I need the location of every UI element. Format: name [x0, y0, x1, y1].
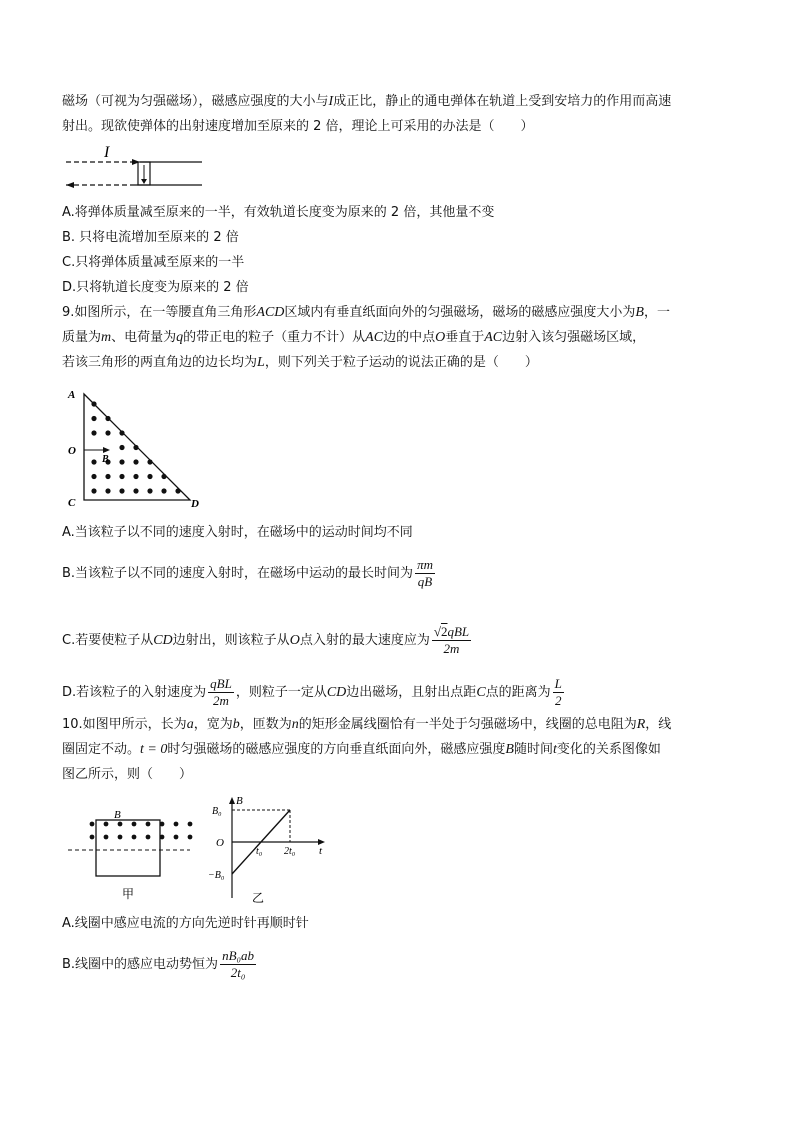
field-dot	[119, 474, 124, 479]
field-dot	[174, 835, 179, 840]
q8-option-d: D.只将轨道长度变为原来的 2 倍	[62, 280, 249, 295]
field-dot	[147, 488, 152, 493]
q9-label-d: D	[191, 498, 199, 510]
q10-jia-b-label: B	[114, 809, 121, 821]
field-dot	[161, 474, 166, 479]
field-dot	[119, 488, 124, 493]
q9-option-a: A.当该粒子以不同的速度入射时，在磁场中的运动时间均不同	[62, 525, 413, 540]
q9-option-d-fraction-v: $\frac{\text{qBL}}{2m}$	[210, 676, 232, 708]
field-dot	[119, 459, 124, 464]
q8-option-b: B. 只将电流增加至原来的 2 倍	[62, 230, 239, 245]
q10-jia-field-dots	[90, 822, 193, 840]
q9-option-d-fraction-dist: $\frac{L}{2}$	[554, 676, 562, 708]
q9-option-b: B.当该粒子以不同的速度入射时，在磁场中运动的最长时间为 $\frac{\pi m}{qB}$	[62, 557, 433, 589]
field-dot	[105, 488, 110, 493]
field-dot	[147, 459, 152, 464]
q10-option-b: B.线圈中的感应电动势恒为 $\frac{\text{nB₀ab}}{\text{2t₀}}$	[62, 948, 255, 980]
field-dot	[133, 445, 138, 450]
q9-option-c-fraction: $\frac{\text{√2qBL}}{2m}$	[433, 624, 470, 656]
field-dot	[105, 430, 110, 435]
q10-yi-2t0-label: 2t₀	[284, 846, 296, 857]
field-dot	[161, 488, 166, 493]
q8-option-c: C.只将弹体质量减至原来的一半	[62, 255, 245, 270]
q10-option-a: A.线圈中感应电流的方向先逆时针再顺时针	[62, 916, 309, 931]
q9-option-c: C.若要使粒子从CD边射出，则该粒子从O点入射的最大速度应为 $\frac{\text{√2qBL}}{2m}$	[62, 624, 470, 656]
q9-stem-line1: 9.如图所示，在一等腰直角三角形ACD区域内有垂直纸面向外的匀强磁场，磁场的磁感应强度大小为B，一	[62, 305, 670, 320]
field-dot	[174, 822, 179, 827]
q10-stem-line1: 10.如图甲所示，长为a，宽为b，匝数为n的矩形金属线圈恰有一半处于匀强磁场中，线圈的总电阻为R，线	[62, 717, 672, 732]
q10-yi-t-label: t	[319, 845, 323, 857]
q8-stem-line1: 磁场（可视为匀强磁场），磁感应强度的大小与I成正比，静止的通电弹体在轨道上受到安培力的作用而高速	[62, 94, 672, 109]
field-dot	[175, 488, 180, 493]
field-dot	[91, 430, 96, 435]
field-dot	[133, 488, 138, 493]
q10-jia-caption: 甲	[122, 887, 135, 901]
field-dot	[146, 822, 151, 827]
q10-stem-line2: 圈固定不动。t = 0时匀强磁场的磁感应强度的方向垂直纸面向外，磁感应强度B随时间t变化的关系图像如	[62, 742, 661, 757]
field-dot	[132, 822, 137, 827]
field-dot	[90, 822, 95, 827]
field-dot	[105, 416, 110, 421]
field-dot	[132, 835, 137, 840]
q10-yi-b0-label: B₀	[212, 806, 222, 817]
q10-yi-origin-label: O	[216, 837, 224, 849]
q8-current-label: I	[104, 144, 110, 161]
q9-label-c: C	[68, 497, 76, 509]
q10-yi-caption: 乙	[252, 891, 265, 905]
field-dot	[118, 822, 123, 827]
field-dot	[146, 835, 151, 840]
field-dot	[91, 401, 96, 406]
field-dot	[91, 488, 96, 493]
q9-stem-line2: 质量为m、电荷量为q的带正电的粒子（重力不计）从AC边的中点O垂直于AC边射入该匀强磁场区域，	[62, 330, 646, 345]
field-dot	[133, 474, 138, 479]
q9-stem-line3: 若该三角形的两直角边的边长均为L，则下列关于粒子运动的说法正确的是（ ）	[62, 355, 538, 370]
q10-stem-line3: 图乙所示，则（ ）	[62, 767, 193, 782]
q8-option-a: A.将弹体质量减至原来的一半，有效轨道长度变为原来的 2 倍，其他量不变	[62, 205, 495, 220]
field-dot	[118, 835, 123, 840]
field-dot	[91, 474, 96, 479]
q10-yi-negb0-label: −B₀	[208, 870, 225, 881]
field-dot	[91, 416, 96, 421]
q10-figure-yi	[206, 794, 332, 906]
field-dot	[188, 822, 193, 827]
field-dot	[90, 835, 95, 840]
field-dot	[133, 459, 138, 464]
field-dot	[119, 445, 124, 450]
field-dot	[91, 459, 96, 464]
q9-label-b: B	[102, 454, 109, 465]
field-dot	[104, 835, 109, 840]
field-dot	[119, 430, 124, 435]
q9-label-a: A	[68, 389, 76, 401]
field-dot	[105, 474, 110, 479]
field-dot	[188, 835, 193, 840]
field-dot	[147, 474, 152, 479]
q9-option-b-fraction: $\frac{\pi m}{qB}$	[417, 557, 433, 589]
field-dot	[104, 822, 109, 827]
q10-yi-b-label: B	[236, 795, 243, 807]
q10-yi-t0-label: t₀	[256, 846, 263, 857]
q9-label-o: O	[68, 445, 76, 457]
q8-railgun-figure	[64, 140, 210, 192]
q10-option-b-fraction: $\frac{\text{nB₀ab}}{\text{2t₀}}$	[222, 948, 255, 980]
q9-option-d: D.若该粒子的入射速度为 $\frac{\text{qBL}}{2m}$ ，则粒子一定从CD边出磁场，且射出点距C点的距离为 $\frac{L}{2}$	[62, 676, 562, 708]
q10-figure-jia	[66, 806, 196, 904]
q9-triangle-figure	[64, 386, 204, 510]
q8-stem-line2: 射出。现欲使弹体的出射速度增加至原来的 2 倍，理论上可采用的办法是（ ）	[62, 119, 534, 134]
